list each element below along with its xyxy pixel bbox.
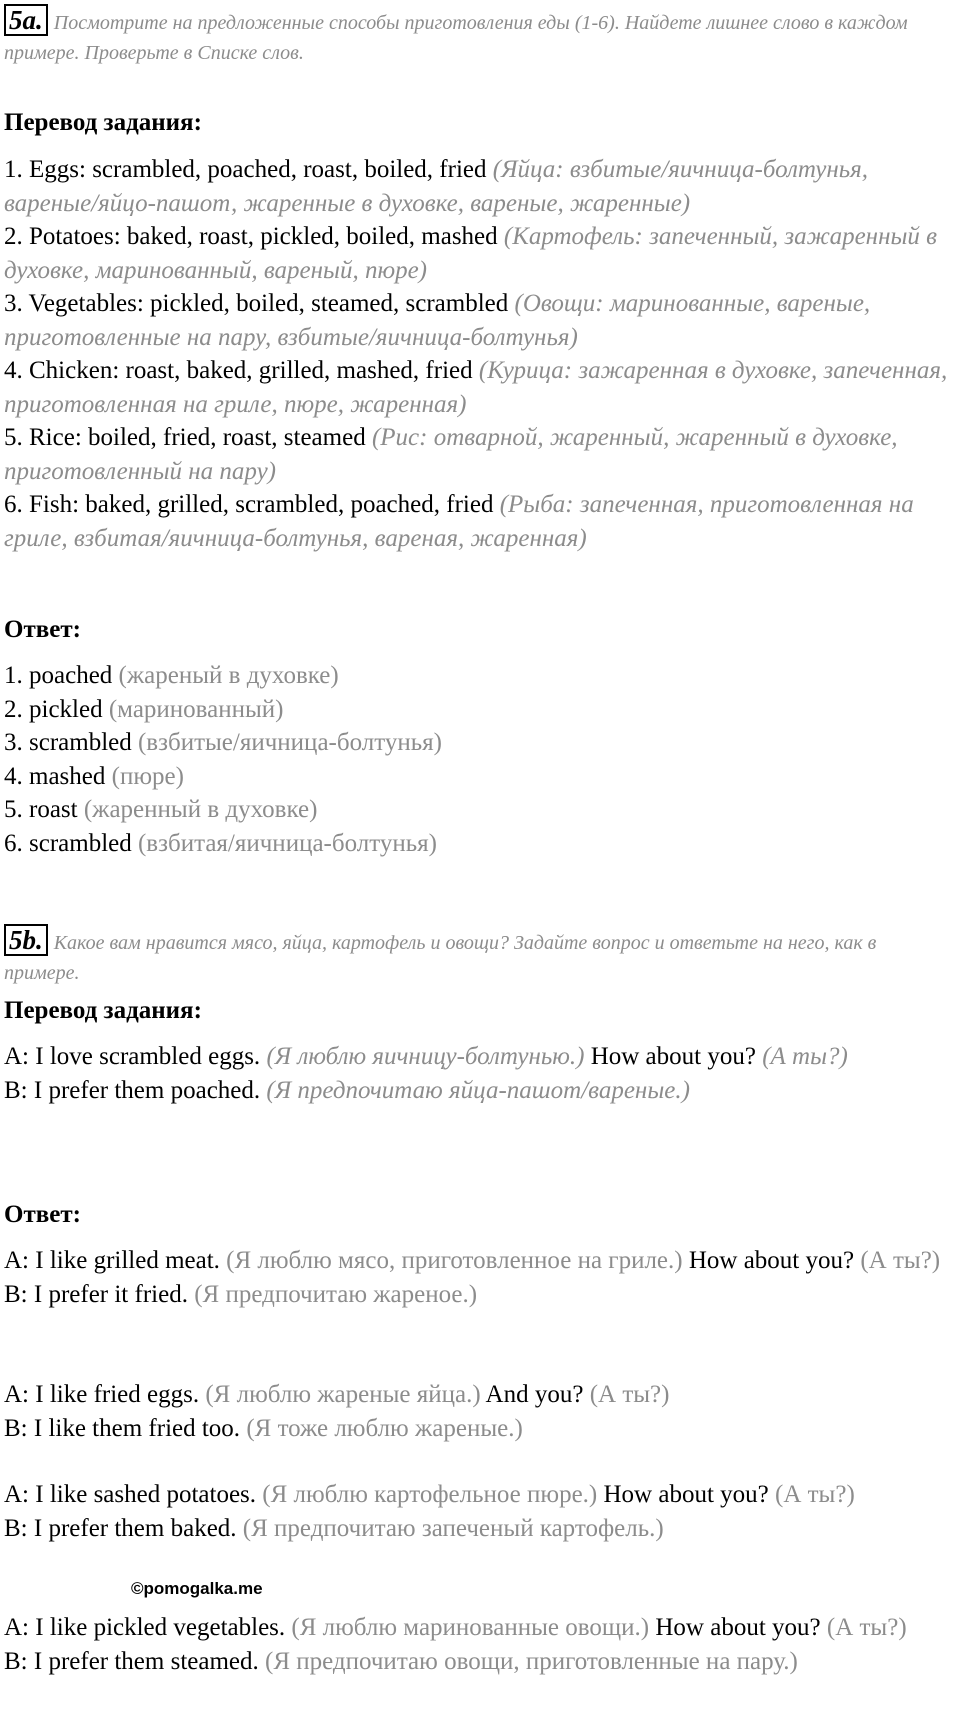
list-item: 6. Fish: baked, grilled, scrambled, poached, fried (Рыба: запеченная, приготовленная на гриле, взбитая/яичница-болтунья, вареная, жаренная) <box>4 491 914 552</box>
task-5b-instruction: Какое вам нравится мясо, яйца, картофель и овощи? Задайте вопрос и ответьте на него, как в примере. <box>4 932 877 984</box>
list-item: 4. mashed (пюре) <box>4 762 184 790</box>
dialogue-line-b: B: I prefer them baked. (Я предпочитаю запеченый картофель.) <box>4 1514 664 1542</box>
task-5a-answer-heading: Ответ: <box>4 616 81 643</box>
task-5b-dialogue-1 <box>4 1244 954 1311</box>
dialogue-line-b: B: I prefer it fried. (Я предпочитаю жареное.) <box>4 1280 478 1308</box>
example-line-a: A: I love scrambled eggs. (Я люблю яичницу-болтунью.) How about you? (А ты?) <box>4 1043 848 1070</box>
task-5a-translation-heading: Перевод задания: <box>4 109 202 136</box>
dialogue-line-a: A: I like sashed potatoes. (Я люблю картофельное пюре.) How about you? (А ты?) <box>4 1481 855 1508</box>
task-5b-answer-heading: Ответ: <box>4 1201 81 1228</box>
list-item: 1. poached (жареный в духовке) <box>4 662 339 689</box>
list-item: 1. Eggs: scrambled, poached, roast, boiled, fried (Яйца: взбитые/яичница-болтунья, вареные/яйцо-пашот, жаренные в духовке, вареные, жаренные) <box>4 156 869 217</box>
task-5a-answers <box>4 659 954 860</box>
list-item: 5. roast (жаренный в духовке) <box>4 796 318 823</box>
dialogue-line-b: B: I prefer them steamed. (Я предпочитаю овощи, приготовленные на пару.) <box>4 1647 798 1675</box>
task-5a-items <box>4 153 954 555</box>
site-watermark: ©pomogalka.me <box>131 1579 263 1598</box>
dialogue-line-a: A: I like grilled meat. (Я люблю мясо, приготовленное на гриле.) How about you? (А ты?) <box>4 1247 941 1274</box>
list-item: 5. Rice: boiled, fried, roast, steamed (Рис: отварной, жаренный, жаренный в духовке, приготовленный на пару) <box>4 424 898 485</box>
task-5a-instruction: Посмотрите на предложенные способы приготовления еды (1-6). Найдете лишнее слово в каждом примере. Проверьте в Списке слов. <box>4 12 908 64</box>
task-5b-translation-heading: Перевод задания: <box>4 997 202 1024</box>
list-item: 3. Vegetables: pickled, boiled, steamed, scrambled (Овощи: маринованные, вареные, приготовленные на пару, взбитые/яичница-болтунья) <box>4 290 871 351</box>
example-line-b: B: I prefer them poached. (Я предпочитаю яйца-пашот/вареные.) <box>4 1076 690 1104</box>
task-5a-instruction-block <box>4 4 954 68</box>
list-item: 6. scrambled (взбитая/яичница-болтунья) <box>4 829 437 857</box>
list-item: 2. pickled (маринованный) <box>4 695 284 723</box>
dialogue-line-a: A: I like pickled vegetables. (Я люблю маринованные овощи.) How about you? (А ты?) <box>4 1614 907 1641</box>
dialogue-line-b: B: I like them fried too. (Я тоже люблю жареные.) <box>4 1414 523 1442</box>
task-5b-instruction-block <box>4 924 954 988</box>
task-5b-dialogue-4 <box>4 1611 954 1678</box>
dialogue-line-a: A: I like fried eggs. (Я люблю жареные яйца.) And you? (А ты?) <box>4 1381 670 1408</box>
task-5a-number: 5a. <box>4 4 48 36</box>
task-5b-dialogue-2 <box>4 1378 954 1445</box>
list-item: 4. Chicken: roast, baked, grilled, mashed, fried (Курица: зажаренная в духовке, запеченная, приготовленная на гриле, пюре, жаренная) <box>4 357 948 418</box>
list-item: 3. scrambled (взбитые/яичница-болтунья) <box>4 729 442 756</box>
task-5b-dialogue-3 <box>4 1478 954 1545</box>
task-5b-number: 5b. <box>4 924 48 956</box>
task-5b-example <box>4 1040 954 1107</box>
list-item: 2. Potatoes: baked, roast, pickled, boiled, mashed (Картофель: запеченный, зажаренный в духовке, маринованный, вареный, пюре) <box>4 223 938 284</box>
